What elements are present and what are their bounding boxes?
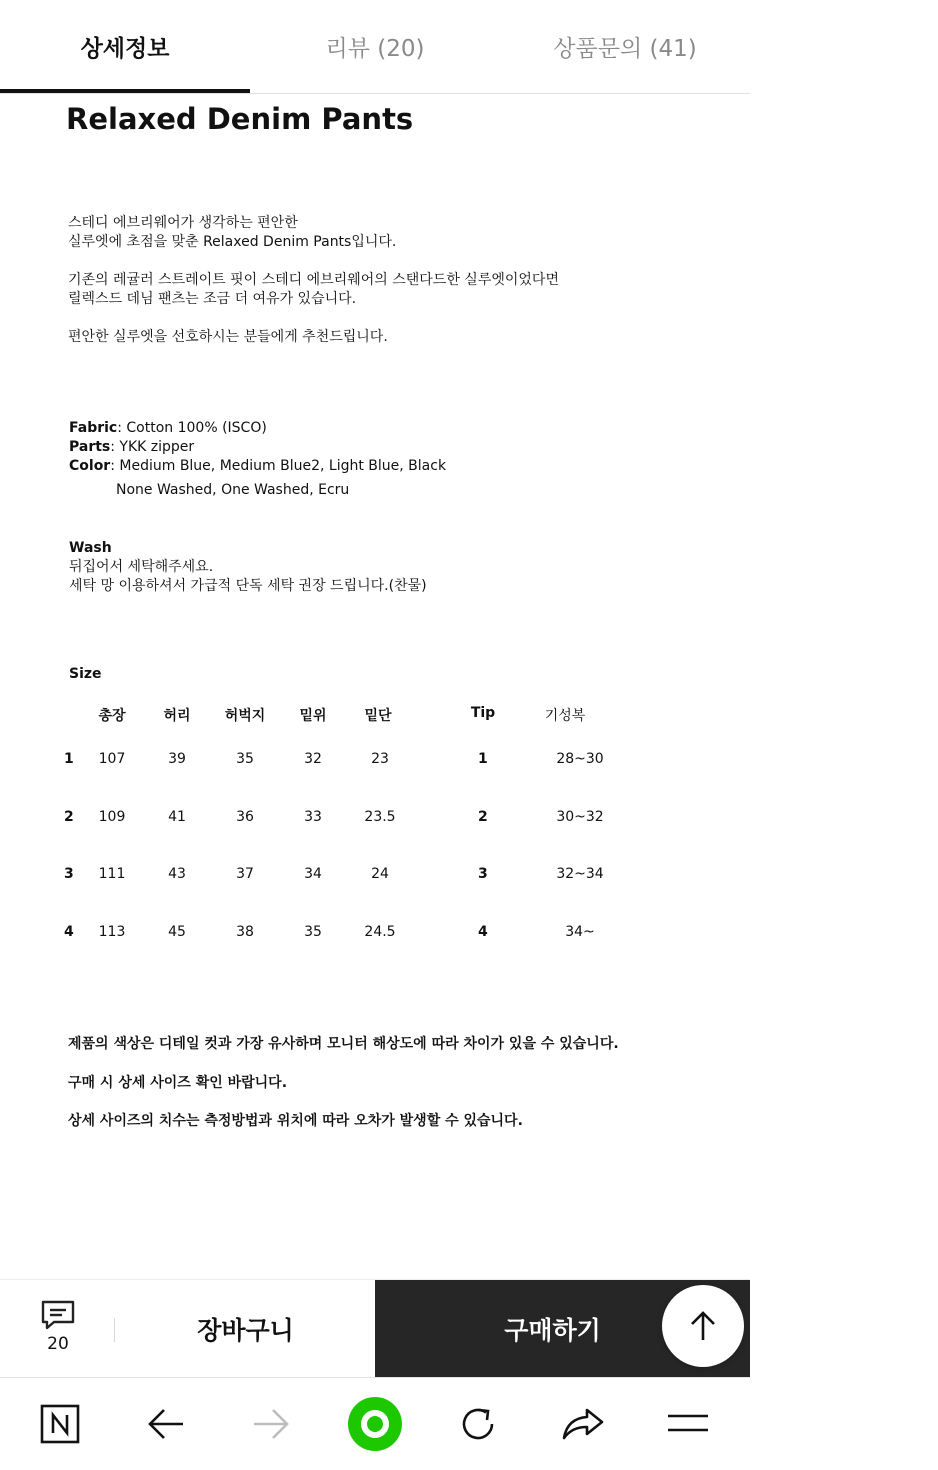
wash-line: 뒤집어서 세탁해주세요. bbox=[69, 559, 214, 575]
home-circle-icon bbox=[347, 1396, 403, 1452]
spec-fabric-value: : Cotton 100% (ISCO) bbox=[117, 420, 267, 436]
spec-parts-value: : YKK zipper bbox=[110, 439, 195, 455]
size-header-length: 총장 bbox=[98, 708, 126, 724]
tip-size-label: 2 bbox=[478, 809, 488, 825]
size-cell: 24.5 bbox=[364, 924, 396, 940]
size-row-label: 3 bbox=[64, 866, 74, 882]
tip-size-value: 28~30 bbox=[556, 751, 604, 767]
description-line: 스테디 에브리웨어가 생각하는 편안한 bbox=[68, 215, 298, 231]
detail-tabs bbox=[0, 0, 750, 94]
spec-color-value-2: None Washed, One Washed, Ecru bbox=[116, 482, 350, 498]
size-cell: 109 bbox=[98, 809, 126, 825]
tip-size-value: 30~32 bbox=[556, 809, 604, 825]
size-cell: 107 bbox=[98, 751, 126, 767]
size-row-label: 1 bbox=[64, 751, 74, 767]
size-cell: 32 bbox=[304, 751, 322, 767]
spec-fabric bbox=[69, 419, 267, 438]
green-home-button[interactable] bbox=[335, 1378, 415, 1470]
forward-arrow-icon bbox=[251, 1407, 291, 1441]
tab-detail[interactable]: 상세정보 bbox=[80, 36, 170, 62]
size-row-label: 2 bbox=[64, 809, 74, 825]
note-line: 제품의 색상은 디테일 컷과 가장 유사하며 모니터 해상도에 따라 차이가 있을 수 있습니다. bbox=[68, 1036, 619, 1052]
buy-now-label: 구매하기 bbox=[504, 1317, 601, 1345]
browser-toolbar bbox=[0, 1377, 750, 1469]
description-line: 실루엣에 초점을 맞춘 Relaxed Denim Pants입니다. bbox=[68, 234, 397, 250]
note-line: 상세 사이즈의 치수는 측정방법과 위치에 따라 오차가 발생할 수 있습니다. bbox=[68, 1113, 523, 1129]
size-cell: 23 bbox=[371, 751, 389, 767]
tip-size-label: 1 bbox=[478, 751, 488, 767]
back-button[interactable] bbox=[126, 1378, 206, 1470]
review-count: 20 bbox=[47, 1334, 69, 1354]
refresh-icon bbox=[458, 1404, 498, 1444]
size-cell: 36 bbox=[236, 809, 254, 825]
size-cell: 111 bbox=[98, 866, 126, 882]
spec-color-label: Color bbox=[69, 458, 111, 474]
naver-n-icon bbox=[40, 1404, 80, 1444]
size-header-thigh: 허벅지 bbox=[224, 708, 266, 724]
purchase-bar bbox=[0, 1274, 938, 1410]
size-table-label: Size bbox=[69, 666, 102, 682]
divider bbox=[114, 1318, 115, 1342]
wash-label: Wash bbox=[69, 540, 112, 556]
tip-size-value: 32~34 bbox=[556, 866, 604, 882]
size-cell: 39 bbox=[168, 751, 186, 767]
refresh-button[interactable] bbox=[438, 1378, 518, 1470]
note-line: 구매 시 상세 사이즈 확인 바랍니다. bbox=[68, 1075, 288, 1091]
size-cell: 45 bbox=[168, 924, 186, 940]
spec-fabric-label: Fabric bbox=[69, 420, 118, 436]
size-header-waist: 허리 bbox=[163, 708, 191, 724]
description-line: 릴렉스드 데님 팬츠는 조금 더 여유가 있습니다. bbox=[68, 291, 357, 307]
wash-line: 세탁 망 이용하셔서 가급적 단독 세탁 권장 드립니다.(찬물) bbox=[69, 578, 427, 594]
spec-color-value: : Medium Blue, Medium Blue2, Light Blue, Black bbox=[110, 458, 447, 474]
description-line: 편안한 실루엣을 선호하시는 분들에게 추천드립니다. bbox=[68, 329, 388, 345]
comment-icon bbox=[40, 1300, 76, 1330]
spec-color bbox=[69, 457, 446, 476]
back-arrow-icon bbox=[146, 1407, 186, 1441]
description-line: 기존의 레귤러 스트레이트 핏이 스테디 에브리웨어의 스탠다드한 실루엣이었다면 bbox=[68, 272, 559, 288]
menu-icon bbox=[667, 1412, 709, 1436]
tip-size-value: 34~ bbox=[565, 924, 595, 940]
tab-inquiries[interactable]: 상품문의 (41) bbox=[553, 36, 697, 62]
size-cell: 38 bbox=[236, 924, 254, 940]
size-cell: 34 bbox=[304, 866, 322, 882]
tip-size-label: 3 bbox=[478, 866, 488, 882]
menu-button[interactable] bbox=[648, 1378, 728, 1470]
size-cell: 113 bbox=[98, 924, 126, 940]
size-cell: 33 bbox=[304, 809, 322, 825]
size-row-label: 4 bbox=[64, 924, 74, 940]
spec-parts-label: Parts bbox=[69, 439, 111, 455]
size-cell: 43 bbox=[168, 866, 186, 882]
size-cell: 37 bbox=[236, 866, 254, 882]
naver-home-button[interactable] bbox=[20, 1378, 100, 1470]
size-cell: 23.5 bbox=[364, 809, 396, 825]
arrow-up-icon bbox=[688, 1309, 718, 1343]
product-title: Relaxed Denim Pants bbox=[66, 102, 414, 136]
tip-sub-header: 기성복 bbox=[544, 708, 586, 724]
share-icon bbox=[561, 1406, 605, 1442]
size-header-rise: 밑위 bbox=[299, 708, 327, 724]
watermark: bonara bbox=[825, 1274, 938, 1410]
share-button[interactable] bbox=[543, 1378, 623, 1470]
tip-size-label: 4 bbox=[478, 924, 488, 940]
size-header-hem: 밑단 bbox=[364, 708, 392, 724]
size-cell: 35 bbox=[236, 751, 254, 767]
review-count-button[interactable] bbox=[28, 1300, 88, 1354]
size-cell: 41 bbox=[168, 809, 186, 825]
scroll-to-top-button[interactable] bbox=[662, 1285, 744, 1367]
add-to-cart-button[interactable]: 장바구니 bbox=[116, 1280, 375, 1378]
forward-button[interactable] bbox=[231, 1378, 311, 1470]
tab-reviews[interactable]: 리뷰 (20) bbox=[325, 36, 425, 62]
active-tab-indicator bbox=[0, 89, 250, 93]
size-cell: 35 bbox=[304, 924, 322, 940]
spec-parts bbox=[69, 438, 194, 457]
size-cell: 24 bbox=[371, 866, 389, 882]
tip-header: Tip bbox=[470, 705, 496, 721]
